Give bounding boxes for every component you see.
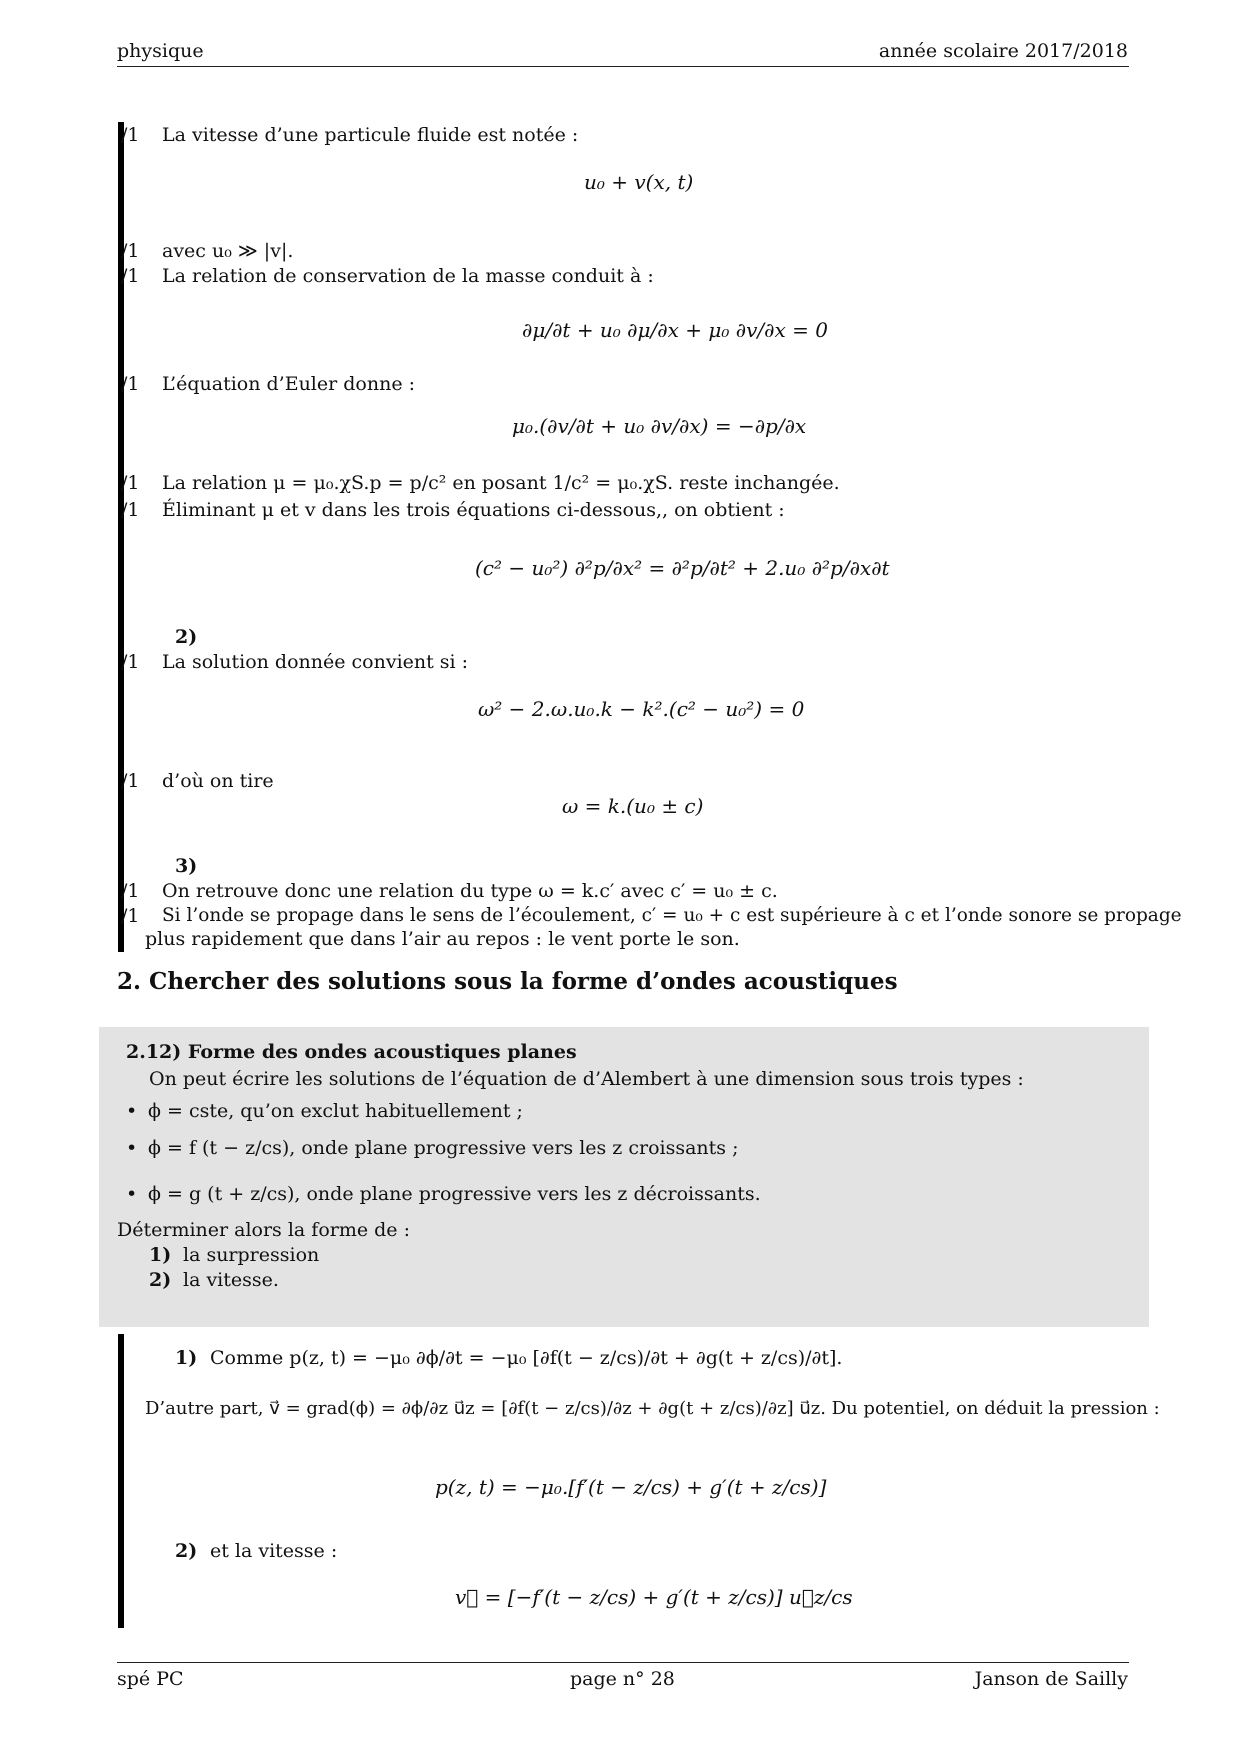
bullet-item: ϕ = f (t − z/cs), onde plane progressive vers les z croissants ; xyxy=(148,1137,739,1159)
bullet-icon: • xyxy=(126,1137,138,1159)
footer-class: spé PC xyxy=(117,1668,184,1690)
text-line: d’où on tire xyxy=(162,770,274,792)
text-line: Si l’onde se propage dans le sens de l’écoulement, c′ = u₀ + c est supérieure à c et l’onde sonore se propage xyxy=(162,905,1182,926)
text-line: L’équation d’Euler donne : xyxy=(162,373,416,395)
score-mark: /1 xyxy=(121,472,140,494)
bullet-item: ϕ = g (t + z/cs), onde plane progressive vers les z décroissants. xyxy=(148,1183,761,1205)
footer-school: Janson de Sailly xyxy=(974,1668,1128,1690)
equation: u₀ + v(x, t) xyxy=(584,170,694,194)
answer-text: Comme p(z, t) = −μ₀ ∂ϕ/∂t = −μ₀ [∂f(t − z/cs)/∂t + ∂g(t + z/cs)/∂t]. xyxy=(210,1347,843,1369)
score-mark: /1 xyxy=(121,880,140,902)
equation-omega: ω = k.(u₀ ± c) xyxy=(562,794,704,818)
text-line: La vitesse d’une particule fluide est notée : xyxy=(162,124,579,146)
score-mark: /1 xyxy=(121,373,140,395)
question-number: 3) xyxy=(175,855,198,877)
footer-rule xyxy=(117,1662,1129,1663)
text-line: plus rapidement que dans l’air au repos : le vent porte le son. xyxy=(145,928,740,950)
bullet-item: ϕ = cste, qu’on exclut habituellement ; xyxy=(148,1100,523,1122)
question-number: 1) xyxy=(149,1244,172,1266)
equation-mass-conservation: ∂μ/∂t + u₀ ∂μ/∂x + μ₀ ∂v/∂x = 0 xyxy=(522,318,828,342)
score-mark: /1 xyxy=(121,265,140,287)
bullet-icon: • xyxy=(126,1100,138,1122)
bullet-icon: • xyxy=(126,1183,138,1205)
score-mark: /1 xyxy=(121,651,140,673)
section-heading: 2. Chercher des solutions sous la forme d’ondes acoustiques xyxy=(117,968,898,995)
score-mark: /1 xyxy=(121,124,140,146)
question-text: la vitesse. xyxy=(183,1269,279,1291)
answer-text: D’autre part, v⃗ = grad(ϕ) = ∂ϕ/∂z u⃗z = [∂f(t − z/cs)/∂z + ∂g(t + z/cs)/∂z] u⃗z. Du potentiel, on déduit la pression : xyxy=(145,1398,1160,1419)
question-text: la surpression xyxy=(183,1244,320,1266)
header-school-year: année scolaire 2017/2018 xyxy=(878,40,1128,62)
equation-wave: (c² − u₀²) ∂²p/∂x² = ∂²p/∂t² + 2.u₀ ∂²p/∂x∂t xyxy=(475,556,890,580)
text-line: La relation μ = μ₀.χS.p = p/c² en posant 1/c² = μ₀.χS. reste inchangée. xyxy=(162,472,840,494)
text-line: On retrouve donc une relation du type ω = k.c′ avec c′ = u₀ ± c. xyxy=(162,880,778,902)
text-line: Éliminant μ et v dans les trois équations ci-dessous,, on obtient : xyxy=(162,499,785,521)
answer-text: et la vitesse : xyxy=(210,1540,338,1562)
score-mark: /1 xyxy=(121,905,140,927)
equation-velocity: v⃗ = [−f′(t − z/cs) + g′(t + z/cs)] u⃗z/cs xyxy=(455,1585,853,1609)
answer-number: 2) xyxy=(175,1540,198,1562)
exercise-question: Déterminer alors la forme de : xyxy=(117,1219,410,1241)
score-mark: /1 xyxy=(121,770,140,792)
text-line: La solution donnée convient si : xyxy=(162,651,469,673)
equation-dispersion: ω² − 2.ω.u₀.k − k².(c² − u₀²) = 0 xyxy=(478,697,805,721)
score-mark: /1 xyxy=(121,499,140,521)
exercise-title: 2.12) Forme des ondes acoustiques planes xyxy=(126,1041,577,1063)
answer-number: 1) xyxy=(175,1347,198,1369)
header-rule xyxy=(117,66,1129,67)
question-number: 2) xyxy=(149,1269,172,1291)
text-line: La relation de conservation de la masse conduit à : xyxy=(162,265,654,287)
score-mark: /1 xyxy=(121,240,140,262)
header-subject: physique xyxy=(117,40,204,62)
correction-bar-2 xyxy=(118,1334,124,1628)
text-line: avec u₀ ≫ |v|. xyxy=(162,240,294,262)
footer-page-number: page n° 28 xyxy=(570,1668,675,1690)
equation-pressure: p(z, t) = −μ₀.[f′(t − z/cs) + g′(t + z/cs)] xyxy=(435,1475,827,1499)
question-number: 2) xyxy=(175,626,198,648)
exercise-intro: On peut écrire les solutions de l’équation de d’Alembert à une dimension sous trois types : xyxy=(149,1068,1024,1090)
equation-euler: μ₀.(∂v/∂t + u₀ ∂v/∂x) = −∂p/∂x xyxy=(512,414,807,438)
